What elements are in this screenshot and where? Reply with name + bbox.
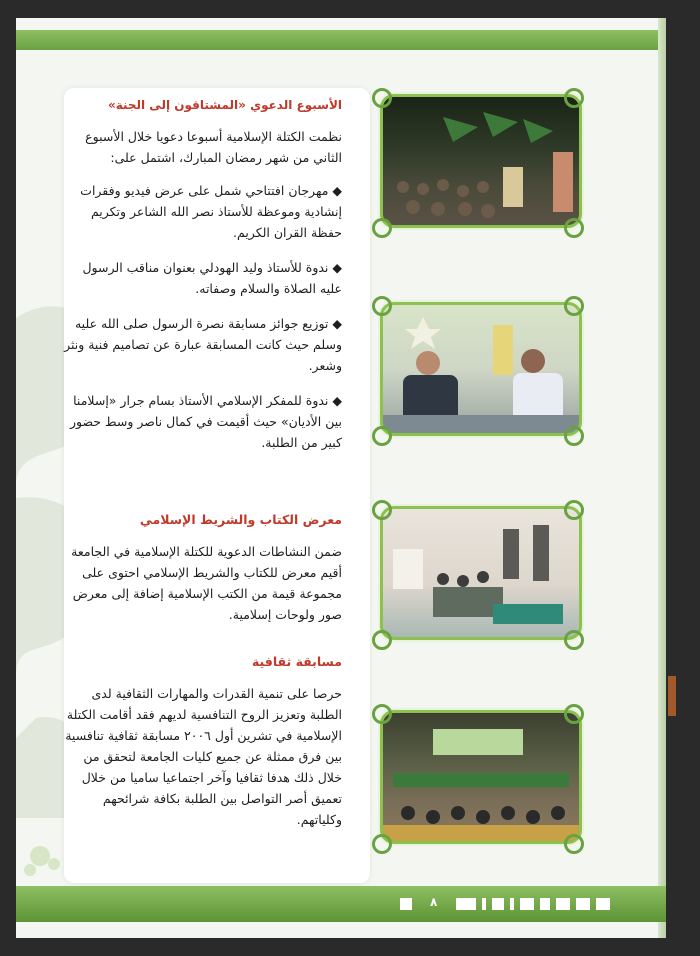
bullet-text: مهرجان افتتاحي شمل على عرض فيديو وفقرات إنشادية وموعظة للأستاذ نصر الله الشاعر وتكريم حفظة القران الكريم. [80,183,342,240]
frame-curl-ornament [564,704,584,724]
section-intro: نظمت الكتلة الإسلامية أسبوعا دعويا خلال الأسبوع الثاني من شهر رمضان المبارك، اشتمل على: [85,129,342,165]
side-tab [668,676,676,716]
frame-curl-ornament [564,834,584,854]
frame-curl-ornament [372,834,392,854]
bullet-text: توزيع جوائز مسابقة نصرة الرسول صلى الله عليه وسلم حيث كانت المسابقة عبارة عن تصاميم فنية ونثر وشعر. [64,316,342,373]
frame-curl-ornament [372,630,392,650]
frame-curl-ornament [372,500,392,520]
photo-cultural-contest [380,710,582,844]
frame-curl-ornament [564,88,584,108]
frame-curl-ornament [372,88,392,108]
frame-curl-ornament [372,296,392,316]
photo-book-fair [380,506,582,640]
list-item: ◆ ندوة للمفكر الإسلامي الأستاذ بسام جرار «إسلامنا بين الأديان» حيث أقيمت في كمال ناصر وسط حضور كبير من الطلبة. [69,393,342,450]
section-body: ضمن النشاطات الدعوية للكتلة الإسلامية في الجامعة أقيم معرض للكتاب والشريط الإسلامي احتوى على مجموعة قيمة من الكتب الإسلامية إضافة إلى معرض صور ولوحات إسلامية. [71,544,342,622]
photo-lecture-speakers [380,302,582,436]
magazine-logo-glyphs [456,896,666,912]
list-item: ◆ ندوة للأستاذ وليد الهودلي بعنوان مناقب الرسول عليه الصلاة والسلام وصفاته. [82,260,342,296]
section-dawah-week [60,98,342,453]
list-item: ◆ مهرجان افتتاحي شمل على عرض فيديو وفقرات إنشادية وموعظة للأستاذ نصر الله الشاعر وتكريم حفظة القران الكريم. [80,183,342,240]
frame-curl-ornament [564,630,584,650]
page-number: ٨ [430,895,438,909]
bullet-text: ندوة للأستاذ وليد الهودلي بعنوان مناقب الرسول عليه الصلاة والسلام وصفاته. [82,260,342,296]
frame-curl-ornament [564,218,584,238]
bullet-text: ندوة للمفكر الإسلامي الأستاذ بسام جرار «إسلامنا بين الأديان» حيث أقيمت في كمال ناصر وسط حضور كبير من الطلبة. [69,393,342,450]
photo-illustration [383,97,579,225]
frame-curl-ornament [564,296,584,316]
photo-illustration [383,305,579,433]
photo-illustration [383,509,579,637]
photo-festival-audience [380,94,582,228]
section-cultural-contest [60,654,342,830]
section-heading: مسابقة ثقافية [251,654,342,669]
section-body: حرصا على تنمية القدرات والمهارات الثقافية لدى الطلبة وتعزيز الروح التنافسية لديهم فقد أقامت الكتلة الإسلامية في تشرين أول ٢٠٠٦ مسابقة ثقافية تنافسية بين فرق ممثلة عن جميع كليات الجامعة لتحقق من خلال ذلك هدفا ثقافيا وآخر اجتماعيا ساميا من خلال تعميق أصر التواصل بين الطلبة بكافة شرائحهم وكلياتهم. [65,686,342,827]
frame-curl-ornament [564,426,584,446]
frame-curl-ornament [372,704,392,724]
photo-illustration [383,713,579,841]
section-heading: معرض الكتاب والشريط الإسلامي [139,512,342,527]
frame-curl-ornament [372,426,392,446]
frame-curl-ornament [372,218,392,238]
list-item: ◆ توزيع جوائز مسابقة نصرة الرسول صلى الله عليه وسلم حيث كانت المسابقة عبارة عن تصاميم فنية ونثر وشعر. [64,316,342,373]
footer-square-icon [400,898,412,910]
section-book-fair [60,512,342,625]
section-heading: الأسبوع الدعوي «المشتاقون إلى الجنة» [107,98,342,112]
frame-curl-ornament [564,500,584,520]
